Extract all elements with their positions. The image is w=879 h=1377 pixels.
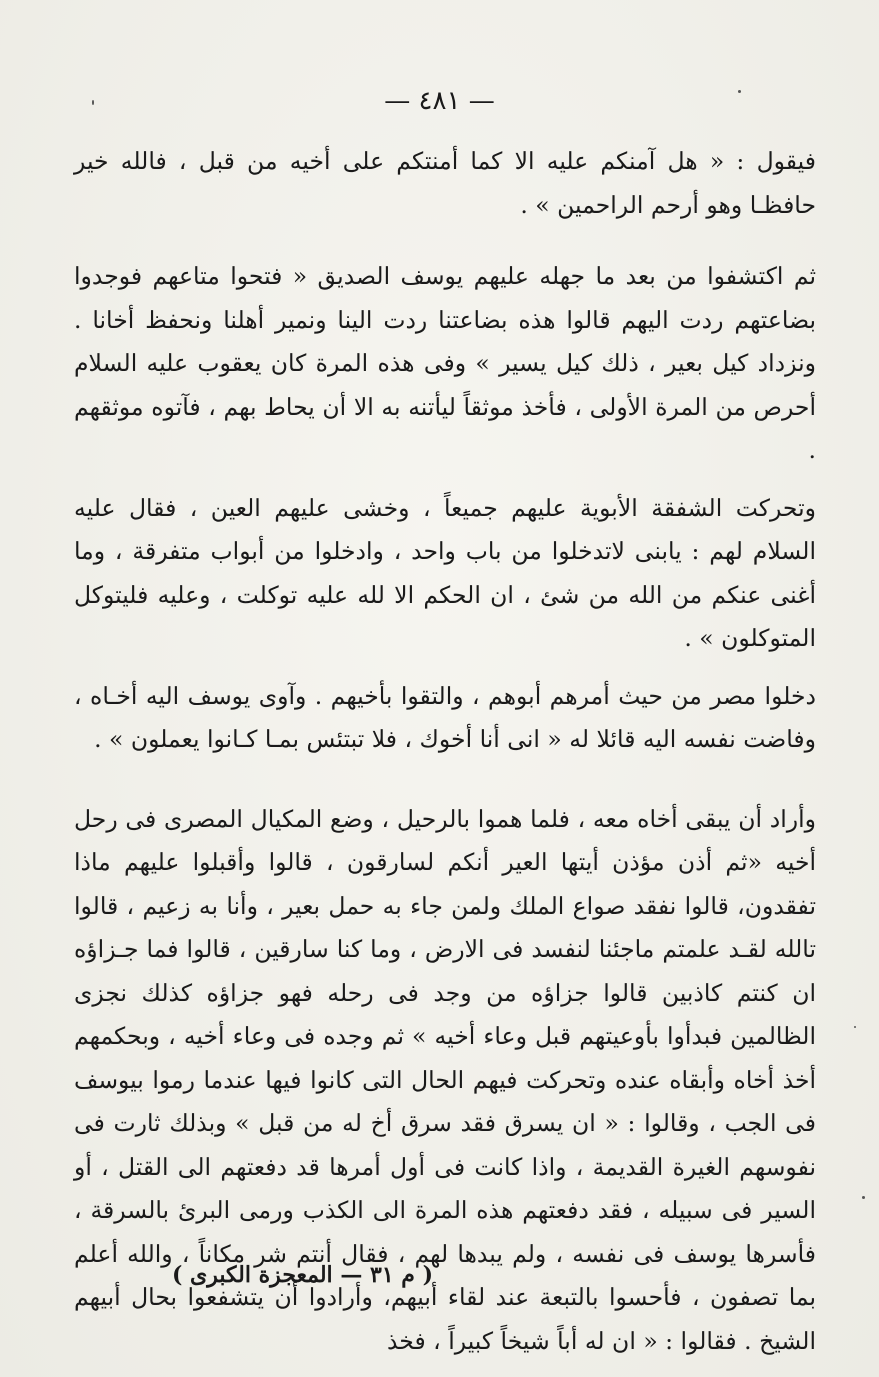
scan-speck: [854, 1026, 856, 1028]
paragraph-2: ثم اكتشفوا من بعد ما جهله عليهم يوسف الصديق « فتحوا متاعهم فوجدوا بضاعتهم ردت اليهم قالوا هذه بضاعتنا ردت الينا ونمير أهلنا ونحفظ أخانا . ونزداد كيل بعير ، ذلك كيل يسير » وفى هذه المرة كان يعقوب عليه السلام أحرص من المرة الأولى ، فأخذ موثقاً ليأتنه به الا أن يحاط بهم ، فآتوه موثقهم .: [74, 262, 816, 464]
body-text: [74, 140, 816, 1363]
paragraph-5: وأراد أن يبقى أخاه معه ، فلما هموا بالرحيل ، وضع المكيال المصرى فى رحل أخيه «ثم أذن مؤذن أيتها العير أنكم لسارقون ، قالوا وأقبلوا عليهم ماذا تفقدون، قالوا نفقد صواع الملك ولمن جاء به حمل بعير ، وأنا به زعيم ، قالوا تالله لقـد علمتم ماجئنا لنفسد فى الارض ، وما كنا سارقين ، قالوا فما جـزاؤه ان كنتم كاذبين قالوا جزاؤه من وجد فى رحله فهو جزاؤه كذلك نجزى الظالمين فبدأوا بأوعيتهم قبل وعاء أخيه » ثم وجده فى وعاء أخيه ، وبحكمهم أخذ أخاه وأبقاه عنده وتحركت فيهم الحال التى كانوا فيها عندما رموا بيوسف فى الجب ، وقالوا : « ان يسرق فقد سرق أخ له من قبل » وبذلك ثارت فى نفوسهم الغيرة القديمة ، واذا كانت فى أول أمرها قد دفعتهم الى القتل ، أو السير فى سبيله ، فقد دفعتهم هذه المرة الى الكذب ورمى البرئ بالسرقة ، فأسرها يوسف فى نفسه ، ولم يبدها لهم ، فقال أنتم شر مكاناً ، والله أعلم بما تصفون ، فأحسوا بالتبعة عند لقاء أبيهم، وأرادوا أن يتشفعوا بحال أبيهم الشيخ . فقالوا : « ان له أباً شيخاً كبيراً ، فخذ: [74, 804, 816, 1355]
paragraph-1: فيقول : « هل آمنكم عليه الا كما أمنتكم على أخيه من قبل ، فالله خير حافظـا وهو أرحم الراحمين » .: [74, 147, 816, 219]
scan-speck: [92, 100, 94, 105]
page-number: — ٤٨١ —: [384, 86, 495, 116]
scan-speck: [862, 1196, 865, 1199]
paragraph-4: دخلوا مصر من حيث أمرهم أبوهم ، والتقوا بأخيهم . وآوى يوسف اليه أخـاه ، وفاضت نفسه اليه قائلا له « انى أنا أخوك ، فلا تبتئس بمـا كـانوا يعملون » .: [74, 681, 816, 753]
paragraph-3: وتحركت الشفقة الأبوية عليهم جميعاً ، وخشى عليهم العين ، فقال عليه السلام لهم : يابنى لاتدخلوا من باب واحد ، وادخلوا من أبواب متفرقة ، وما أغنى عنكم من الله من شئ ، ان الحكم الا لله عليه توكلت ، وعليه فليتوكل المتوكلون » .: [74, 493, 816, 652]
footer-signature: ( م ٣١ — المعجزة الكبرى ): [171, 1262, 433, 1288]
scan-speck: [738, 90, 741, 93]
